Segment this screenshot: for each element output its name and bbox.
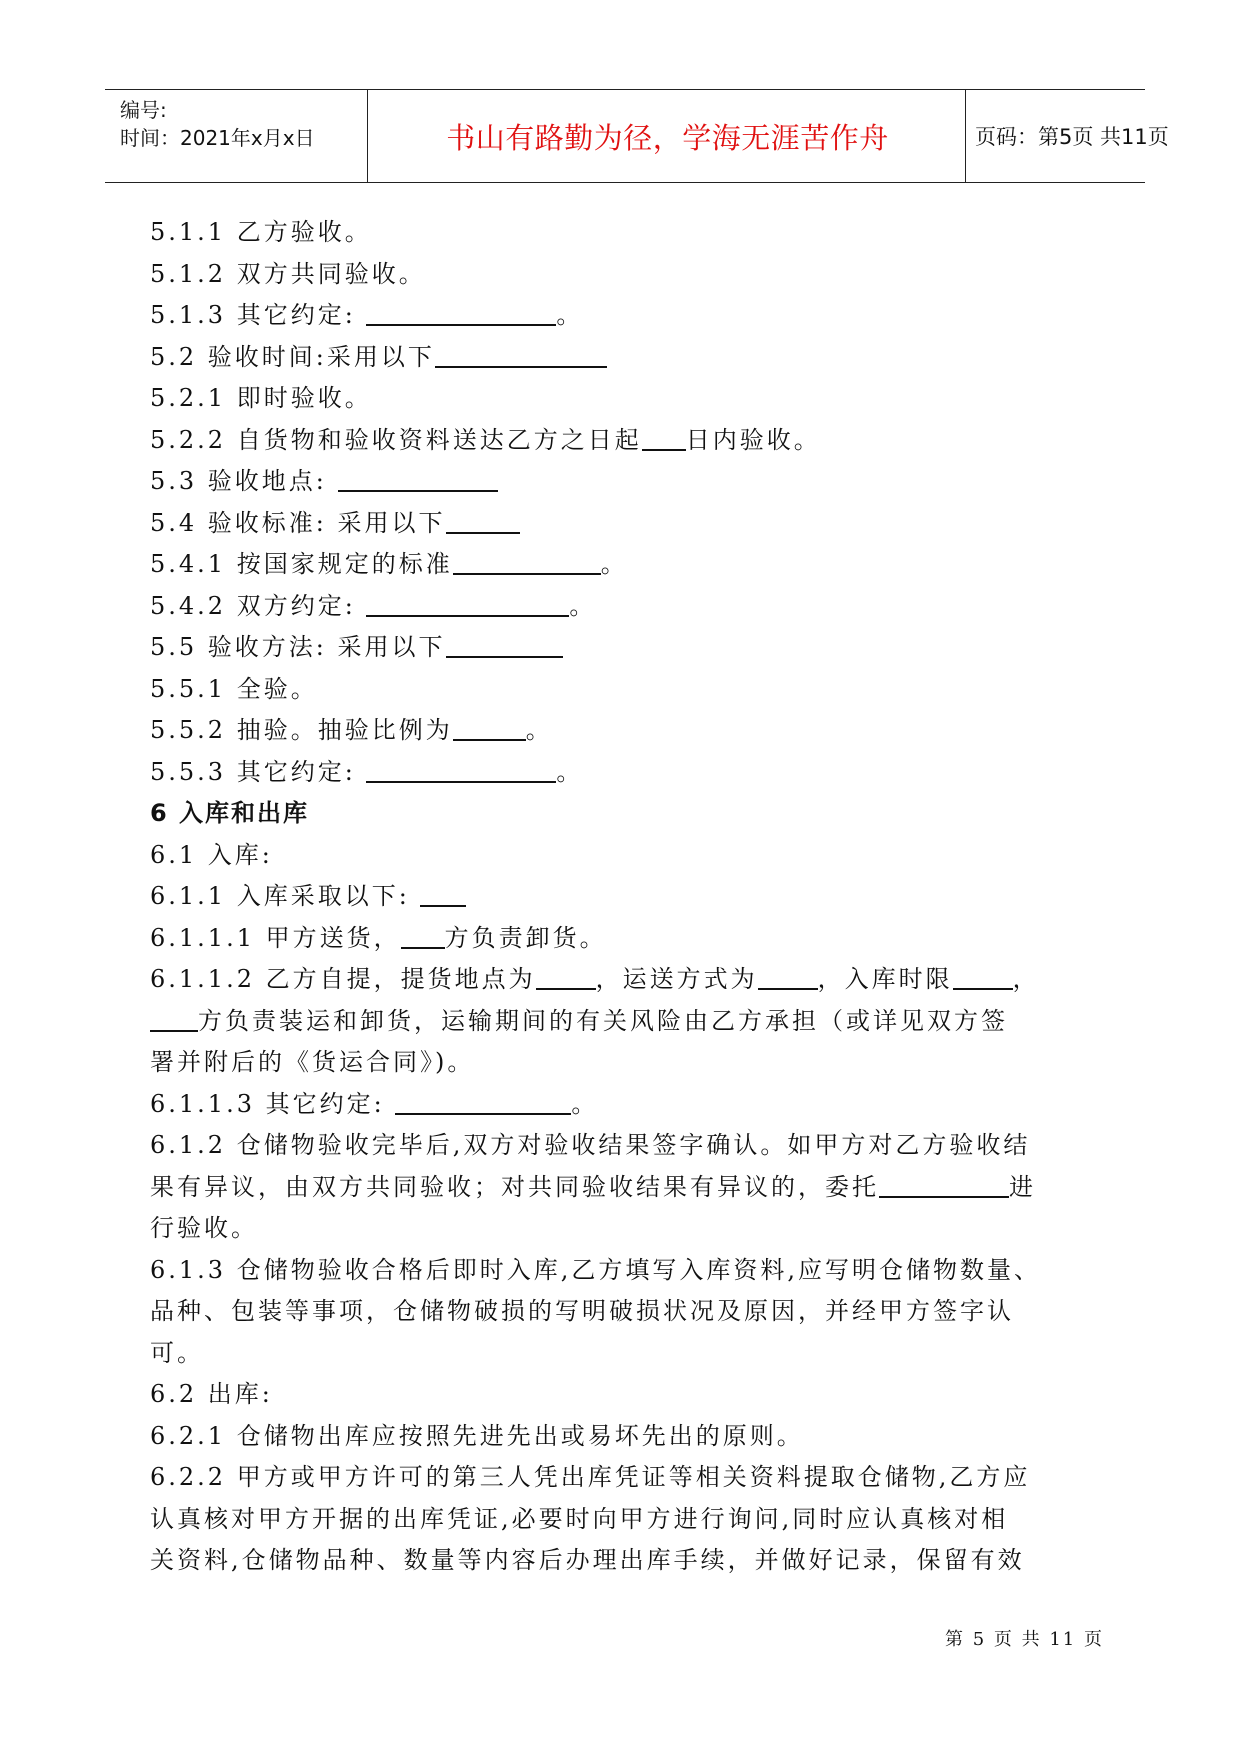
text-segment: 5.4.2 双方约定: xyxy=(150,591,367,620)
text-segment: 。 xyxy=(600,550,628,578)
text-segment: 方负责装运和卸货，运输期间的有关风险由乙方承担（或详见双方签 xyxy=(198,1006,1008,1035)
fill-in-blank xyxy=(453,713,526,741)
text-line xyxy=(150,503,1100,545)
fill-in-blank xyxy=(366,755,556,783)
text-segment: 。 xyxy=(525,716,553,744)
text-segment: 5.1.2 双方共同验收。 xyxy=(150,259,426,288)
section-heading xyxy=(150,793,1100,835)
text-line xyxy=(150,378,1100,420)
text-segment: 6.1.1.2 乙方自提，提货地点为 xyxy=(150,965,536,993)
text-segment: 5.2.2 自货物和验收资料送达乙方之日起 xyxy=(150,425,642,454)
text-segment: 5.1.1 乙方验收。 xyxy=(150,218,372,246)
text-line xyxy=(150,461,1100,503)
page-footer: 第 5 页 共 11 页 xyxy=(945,1629,1104,1650)
text-segment: 。 xyxy=(556,757,584,786)
text-segment: 认真核对甲方开据的出库凭证,必要时向甲方进行询问,同时应认真核对相 xyxy=(150,1504,1009,1533)
text-line xyxy=(150,254,1100,296)
text-line xyxy=(150,1499,1100,1541)
text-segment: 关资料,仓储物品种、数量等内容后办理出库手续，并做好记录，保留有效 xyxy=(150,1546,1025,1574)
text-line xyxy=(150,752,1100,794)
text-line xyxy=(150,876,1100,918)
text-segment: 5.1.3 其它约定: xyxy=(150,301,367,329)
text-line xyxy=(150,1125,1100,1167)
fill-in-blank xyxy=(446,506,520,534)
text-line xyxy=(150,337,1100,379)
text-segment: 6.2.2 甲方或甲方许可的第三人凭出库凭证等相关资料提取仓储物,乙方应 xyxy=(150,1463,1031,1491)
header-divider xyxy=(367,90,368,182)
text-line xyxy=(150,586,1100,628)
text-line xyxy=(150,212,1100,254)
fill-in-blank xyxy=(446,630,563,658)
text-segment: 6.1.3 仓储物验收合格后即时入库,乙方填写入库资料,应写明仓储物数量、 xyxy=(150,1255,1041,1284)
text-segment: 5.4.1 按国家规定的标准 xyxy=(150,550,453,578)
text-segment: 6.1.1.1 甲方送货， xyxy=(150,923,401,952)
text-segment: 6.2 出库: xyxy=(150,1380,273,1408)
fill-in-blank xyxy=(150,1004,198,1032)
text-segment: ， xyxy=(1012,965,1040,993)
fill-in-blank xyxy=(642,423,686,451)
text-line xyxy=(150,1167,1100,1209)
text-segment: 6.1.2 仓储物验收完毕后,双方对验收结果签字确认。如甲方对乙方验收结 xyxy=(150,1131,1031,1159)
text-segment: 6.1 入库: xyxy=(150,840,273,869)
text-line xyxy=(150,1374,1100,1416)
text-segment: 日内验收。 xyxy=(685,425,821,454)
text-segment: 5.5 验收方法: 采用以下 xyxy=(150,633,446,661)
header-meta xyxy=(120,90,370,182)
text-line xyxy=(150,544,1100,586)
text-segment: 6 入库和出库 xyxy=(150,799,310,827)
fill-in-blank xyxy=(536,962,596,990)
document-time-label: 时间：2021年x月x日 xyxy=(120,126,315,150)
text-line xyxy=(150,420,1100,462)
text-line xyxy=(150,1208,1100,1250)
text-segment: 6.1.1.3 其它约定: xyxy=(150,1089,396,1118)
text-segment: 5.5.2 抽验。抽验比例为 xyxy=(150,716,453,744)
text-line xyxy=(150,1250,1100,1292)
text-line xyxy=(150,710,1100,752)
text-segment: 5.2.1 即时验收。 xyxy=(150,384,372,412)
text-segment: 5.2 验收时间:采用以下 xyxy=(150,342,435,371)
fill-in-blank xyxy=(453,547,601,575)
text-line xyxy=(150,1084,1100,1126)
text-segment: 。 xyxy=(571,1089,599,1118)
fill-in-blank xyxy=(758,962,818,990)
text-segment: 6.2.1 仓储物出库应按照先进先出或易坏先出的原则。 xyxy=(150,1421,804,1450)
text-line xyxy=(150,1540,1100,1582)
page-header xyxy=(105,89,1169,183)
text-line xyxy=(150,295,1100,337)
text-line xyxy=(150,918,1100,960)
document-number-label: 编号: xyxy=(120,98,167,122)
text-line xyxy=(150,1291,1100,1333)
fill-in-blank xyxy=(953,962,1013,990)
text-segment: 进 xyxy=(1009,1172,1036,1201)
document-body xyxy=(150,212,1100,1582)
fill-in-blank xyxy=(420,879,466,907)
text-segment: 5.3 验收地点: xyxy=(150,467,338,495)
text-line xyxy=(150,959,1100,1001)
text-line xyxy=(150,1333,1100,1375)
header-page-info: 页码：第5页 共11页 xyxy=(975,125,1169,149)
text-line xyxy=(150,1416,1100,1458)
text-segment: 果有异议，由双方共同验收；对共同验收结果有异议的，委托 xyxy=(150,1172,879,1201)
text-segment: 品种、包装等事项，仓储物破损的写明破损状况及原因，并经甲方签字认 xyxy=(150,1297,1014,1325)
text-line xyxy=(150,669,1100,711)
text-line xyxy=(150,1001,1100,1043)
text-line xyxy=(150,1457,1100,1499)
header-divider xyxy=(965,90,966,182)
fill-in-blank xyxy=(366,298,556,326)
text-segment: 可。 xyxy=(150,1338,204,1367)
text-segment: 5.5.1 全验。 xyxy=(150,674,318,703)
text-segment: ，入库时限 xyxy=(817,965,953,993)
text-line xyxy=(150,835,1100,877)
text-segment: 。 xyxy=(556,301,584,329)
fill-in-blank xyxy=(435,340,607,368)
fill-in-blank xyxy=(338,464,498,492)
text-segment: 署并附后的《货运合同》)。 xyxy=(150,1048,475,1076)
fill-in-blank xyxy=(366,589,569,617)
text-segment: 方负责卸货。 xyxy=(444,923,607,952)
text-segment: ，运送方式为 xyxy=(595,965,758,993)
fill-in-blank xyxy=(401,921,445,949)
text-line xyxy=(150,1042,1100,1084)
text-segment: 。 xyxy=(569,591,597,620)
text-segment: 行验收。 xyxy=(150,1214,258,1242)
text-segment: 5.4 验收标准: 采用以下 xyxy=(150,508,446,537)
fill-in-blank xyxy=(879,1170,1009,1198)
header-motto: 书山有路勤为径，学海无涯苦作舟 xyxy=(446,120,889,155)
text-line xyxy=(150,627,1100,669)
text-segment: 6.1.1 入库采取以下: xyxy=(150,882,421,910)
text-segment: 5.5.3 其它约定: xyxy=(150,757,367,786)
fill-in-blank xyxy=(395,1087,571,1115)
